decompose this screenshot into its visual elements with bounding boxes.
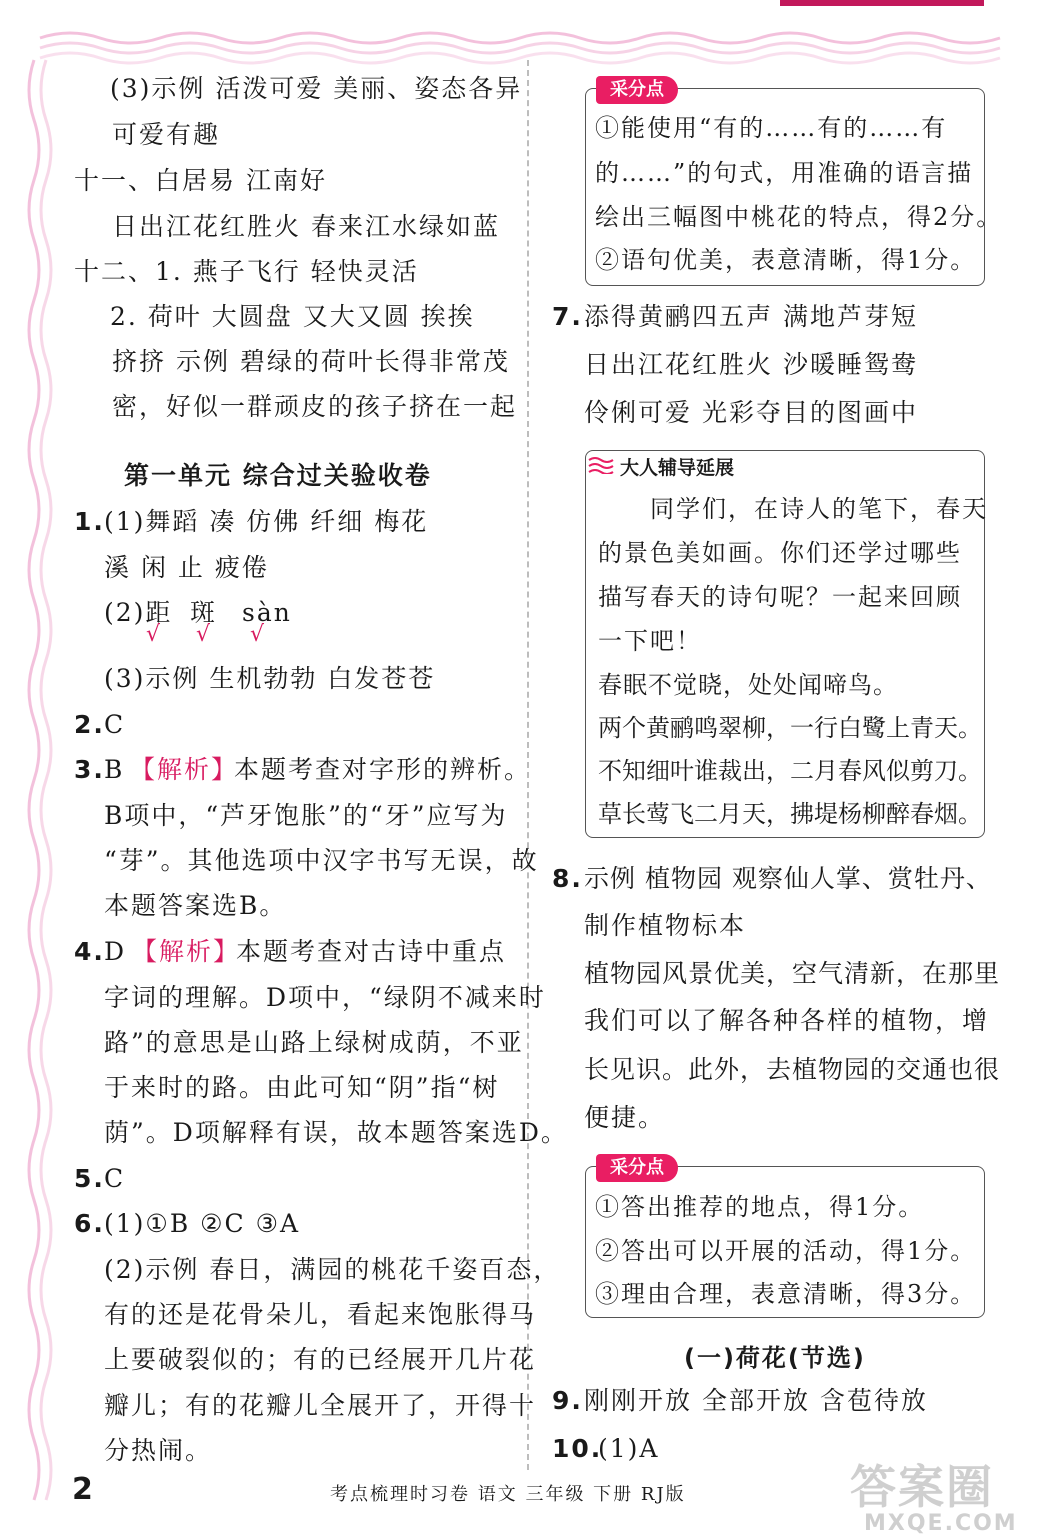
scoring-tag: 采分点 [596, 76, 678, 104]
question-number: 1. [74, 507, 105, 536]
answer-line: 日出江花红胜火 沙暖睡鸳鸯 [584, 350, 918, 379]
scoring-tag: 采分点 [596, 1154, 678, 1182]
answer-line: 日出江花红胜火 春来江水绿如蓝 [112, 212, 500, 241]
answer-line: (3)示例 生机勃勃 白发苍苍 [104, 664, 436, 693]
scoring-line: ①答出推荐的地点，得1分。 [595, 1193, 925, 1221]
answer-line: 挤挤 示例 碧绿的荷叶长得非常茂 [112, 347, 510, 376]
watermark-logo-text: 答案圈 [850, 1460, 994, 1514]
footer-text: 考点梳理时习卷 语文 三年级 下册 RJ版 [330, 1484, 686, 1505]
extension-line: 描写春天的诗句呢？一起来回顾 [598, 583, 962, 611]
answer-line: 十二、1. 燕子飞行 轻快灵活 [74, 257, 419, 286]
scoring-line: 绘出三幅图中桃花的特点，得2分。 [595, 203, 1003, 231]
answer-line: (2)示例 春日，满园的桃花千姿百态， [104, 1255, 561, 1284]
check-mark-icon: √ [196, 622, 211, 647]
extension-line: 一下吧！ [598, 627, 702, 655]
question-number: 7. [552, 302, 583, 331]
watermark-url: MXQE.COM [864, 1511, 1018, 1536]
answer-line: 有的还是花骨朵儿，看起来饱胀得马 [104, 1300, 537, 1329]
extension-line: 两个黄鹂鸣翠柳，一行白鹭上青天。 [598, 714, 982, 742]
answer-line: (1)①B ②C ③A [104, 1209, 301, 1238]
answer-line: 路”的意思是山路上绿树成荫，不亚 [104, 1028, 524, 1057]
analysis-tag: 【解析】 [132, 937, 241, 966]
answer-text: 斑 [190, 598, 218, 627]
watermark-logo [850, 1462, 1018, 1536]
section-title: 第一单元 综合过关验收卷 [124, 461, 432, 490]
question-number: 10. [552, 1434, 603, 1463]
answer-line: 分热闹。 [104, 1436, 213, 1465]
answer-line: 示例 植物园 观察仙人掌、赏牡丹、 [584, 864, 992, 893]
question-number: 4. [74, 937, 105, 966]
answer-line: 本题考查对古诗中重点 [236, 937, 507, 966]
answer-line: 荫”。D项解释有误，故本题答案选D。 [104, 1118, 568, 1147]
pinyin-text: sàn [242, 598, 292, 627]
answer-text: (2)距 [104, 598, 173, 627]
extension-line: 春眠不觉晓，处处闻啼鸟。 [598, 671, 898, 699]
answer-line: 植物园风景优美，空气清新，在那里 [584, 959, 1001, 988]
subsection-title: (一)荷花(节选) [684, 1344, 866, 1372]
page-number: 2 [72, 1472, 93, 1507]
check-mark-icon: √ [250, 622, 265, 647]
answer-line: (1)A [598, 1434, 660, 1463]
answer-line: 长见识。此外，去植物园的交通也很 [584, 1055, 1001, 1084]
answer-text: C [104, 710, 126, 739]
wave-icon [588, 456, 614, 474]
answer-line: 可爱有趣 [112, 120, 221, 149]
answer-line: 十一、白居易 江南好 [74, 166, 327, 195]
scoring-line: ②语句优美，表意清晰，得1分。 [595, 246, 977, 274]
answer-line: 本题考查对字形的辨析。 [234, 755, 532, 784]
answer-line: 溪 闲 止 疲倦 [104, 553, 269, 582]
answer-text: B [104, 755, 125, 784]
extension-line: 同学们，在诗人的笔下，春天 [650, 495, 988, 523]
scoring-line: ②答出可以开展的活动，得1分。 [595, 1237, 977, 1265]
answer-line: 上要破裂似的；有的已经展开几片花 [104, 1345, 537, 1374]
scoring-line: 的……”的句式，用准确的语言描 [595, 159, 974, 187]
question-number: 2. [74, 710, 105, 739]
answer-line: 便捷。 [584, 1103, 666, 1132]
answer-line: 于来时的路。由此可知“阴”指“树 [104, 1073, 500, 1102]
scoring-line: ①能使用“有的……有的……有 [595, 114, 948, 142]
question-number: 3. [74, 755, 105, 784]
answer-line: 字词的理解。D项中，“绿阴不减来时 [104, 983, 546, 1012]
scoring-line: ③理由合理，表意清晰，得3分。 [595, 1280, 977, 1308]
answer-line: 添得黄鹂四五声 满地芦芽短 [584, 302, 918, 331]
analysis-tag: 【解析】 [130, 755, 239, 784]
top-accent-bar [780, 0, 984, 6]
question-number: 5. [74, 1164, 105, 1193]
answer-line: 本题答案选B。 [104, 891, 287, 920]
question-number: 8. [552, 864, 583, 893]
extension-title: 大人辅导延展 [620, 457, 735, 479]
check-mark-icon: √ [146, 622, 161, 647]
answer-line: “芽”。其他选项中汉字书写无误，故 [104, 846, 539, 875]
wavy-side-decoration [0, 0, 64, 1536]
answer-line: B项中，“芦牙饱胀”的“牙”应写为 [104, 801, 508, 830]
question-number: 6. [74, 1209, 105, 1238]
extension-line: 的景色美如画。你们还学过哪些 [598, 539, 962, 567]
answer-line: 制作植物标本 [584, 911, 747, 940]
wavy-header-decoration [0, 0, 1041, 70]
answer-line: 密，好似一群顽皮的孩子挤在一起 [112, 392, 518, 421]
extension-line: 不知细叶谁裁出，二月春风似剪刀。 [598, 757, 982, 785]
answer-text: C [104, 1164, 126, 1193]
answer-line: 伶俐可爱 光彩夺目的图画中 [584, 398, 918, 427]
answer-text: D [104, 937, 127, 966]
answer-line: 我们可以了解各种各样的植物，增 [584, 1006, 990, 1035]
answer-line: (3)示例 活泼可爱 美丽、姿态各异 [110, 74, 523, 103]
answer-line: 2. 荷叶 大圆盘 又大又圆 挨挨 [110, 302, 475, 331]
question-number: 9. [552, 1386, 583, 1415]
answer-line: (1)舞蹈 凑 仿佛 纤细 梅花 [104, 507, 429, 536]
answer-line: 瓣儿；有的花瓣儿全展开了，开得十 [104, 1391, 537, 1420]
answer-line: 刚刚开放 全部开放 含苞待放 [584, 1386, 928, 1415]
extension-line: 草长莺飞二月天，拂堤杨柳醉春烟。 [598, 800, 982, 828]
